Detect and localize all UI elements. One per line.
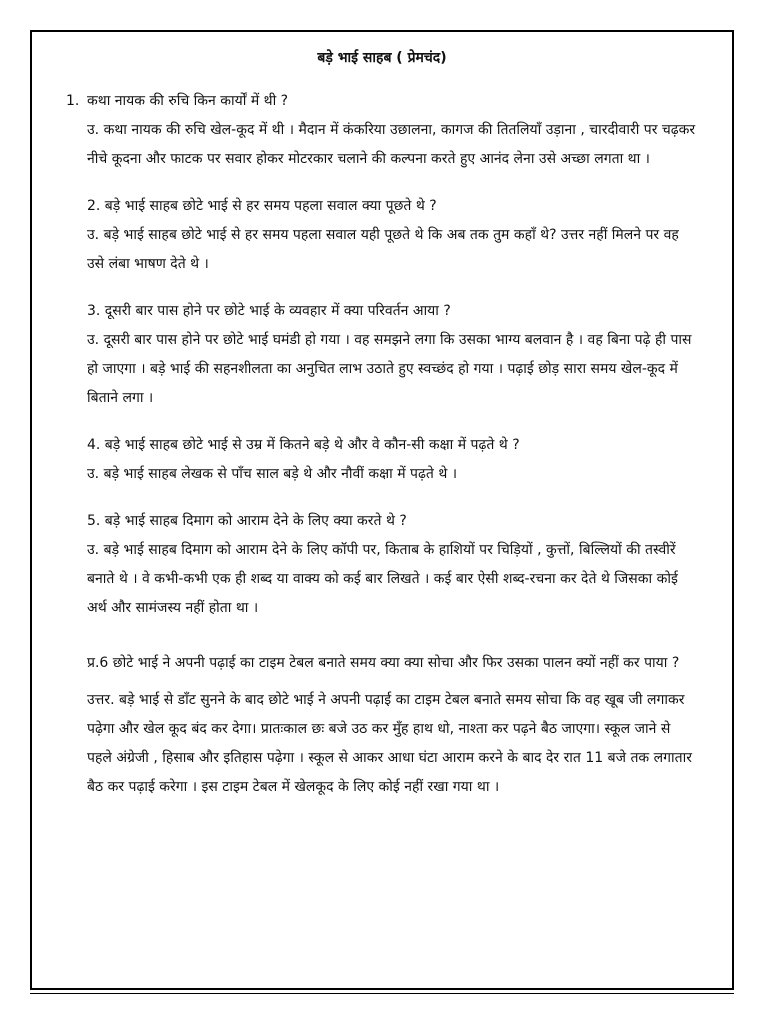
qa-item-6: [66, 649, 698, 802]
answer-text: उ. बड़े भाई साहब लेखक से पाँच साल बड़े थे और नौवीं कक्षा में पढ़ते थे ।: [87, 466, 458, 482]
qa-item-3: [66, 297, 698, 413]
document-body: [30, 30, 734, 990]
question-text: कथा नायक की रुचि किन कार्यों में थी ?: [87, 93, 289, 109]
qa-item-1: [66, 87, 698, 174]
answer-text: उत्तर. बड़े भाई से डाँट सुनने के बाद छोटे भाई ने अपनी पढ़ाई का टाइम टेबल बनाते समय सोचा कि वह खूब जी लगाकर पढ़ेगा और खेल कूद बंद कर देगा। प्रातःकाल छः बजे उठ कर मुँह हाथ धो, नाश्ता कर पढ़ने बैठ जाएगा। स्कूल जाने से पहले अंग्रेजी , हिसाब और इतिहास पढ़ेगा । स्कूल से आकर आधा घंटा आराम करने के बाद देर रात 11 बजे तक लगातार बैठ कर पढ़ाई करेगा । इस टाइम टेबल में खेलकूद के लिए कोई नहीं रखा गया था ।: [87, 692, 692, 795]
answer-text: उ. बड़े भाई साहब छोटे भाई से हर समय पहला सवाल यही पूछते थे कि अब तक तुम कहाँ थे? उत्तर नहीं मिलने पर वह उसे लंबा भाषण देते थे ।: [87, 227, 679, 272]
question-text: 4. बड़े भाई साहब छोटे भाई से उम्र में कितने बड़े थे और वे कौन-सी कक्षा में पढ़ते थे ?: [87, 437, 520, 453]
document-title: बड़े भाई साहब ( प्रेमचंद): [317, 50, 447, 66]
qa-item-5: [66, 507, 698, 623]
question-text: प्र.6 छोटे भाई ने अपनी पढ़ाई का टाइम टेबल बनाते समय क्या क्या सोचा और फिर उसका पालन क्यों नहीं कर पाया ?: [87, 655, 680, 671]
answer-text: उ. बड़े भाई साहब दिमाग को आराम देने के लिए कॉपी पर, किताब के हाशियों पर चिड़ियों , कुत्तों, बिल्लियों की तस्वीरें बनाते थे । वे कभी-कभी एक ही शब्द या वाक्य को कई बार लिखते । कई बार ऐसी शब्द-रचना कर देते थे जिसका कोई अर्थ और सामंजस्य नहीं होता था ।: [87, 542, 678, 616]
qa-item-4: [66, 431, 698, 489]
question-text: 5. बड़े भाई साहब दिमाग को आराम देने के लिए क्या करते थे ?: [87, 513, 407, 529]
question-text: 2. बड़े भाई साहब छोटे भाई से हर समय पहला सवाल क्या पूछते थे ?: [87, 198, 437, 214]
qa-item-2: [66, 192, 698, 279]
question-text: 3. दूसरी बार पास होने पर छोटे भाई के व्यवहार में क्या परिवर्तन आया ?: [87, 303, 451, 319]
answer-text: उ. कथा नायक की रुचि खेल-कूद में थी । मैदान में कंकरिया उछालना, कागज की तितलियाँ उड़ाना , चारदीवारी पर चढ़कर नीचे कूदना और फाटक पर सवार होकर मोटरकार चलाने की कल्पना करते हुए आनंद लेना उसे अच्छा लगता था ।: [87, 122, 696, 167]
answer-text: उ. दूसरी बार पास होने पर छोटे भाई घमंडी हो गया । वह समझने लगा कि उसका भाग्य बलवान है । वह बिना पढ़े ही पास हो जाएगा । बड़े भाई की सहनशीलता का अनुचित लाभ उठाते हुए स्वच्छंद हो गया । पढ़ाई छोड़ सारा समय खेल-कूद में बिताने लगा ।: [87, 332, 692, 406]
question-number: 1.: [66, 93, 80, 109]
